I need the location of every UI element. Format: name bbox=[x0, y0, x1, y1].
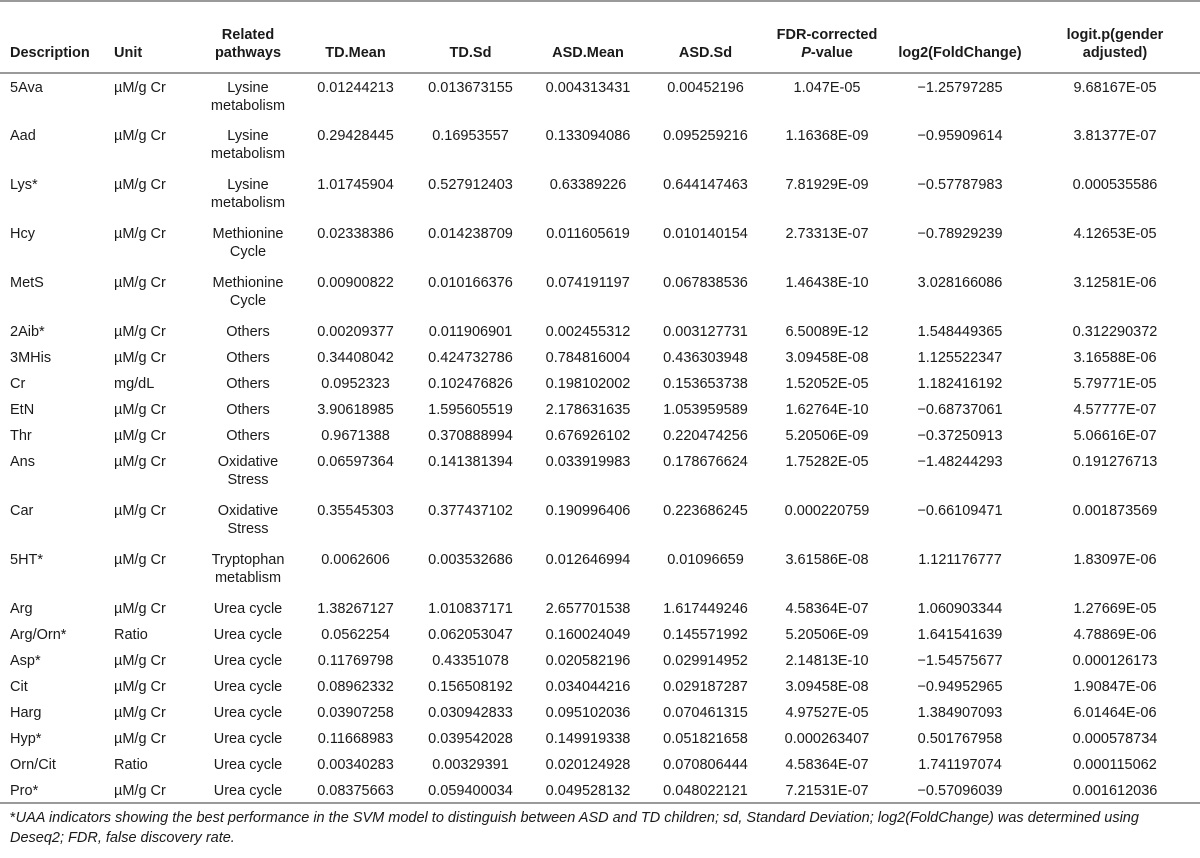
cell-fdr-pvalue: 4.58364E-07 bbox=[785, 757, 869, 773]
cell-unit: µM/g Cr bbox=[114, 679, 166, 695]
header-logit-p bbox=[1030, 1, 1200, 73]
cell-unit: mg/dL bbox=[114, 376, 155, 392]
cell-description: Arg/Orn* bbox=[10, 627, 67, 643]
cell-log2-foldchange: 1.384907093 bbox=[917, 705, 1003, 721]
cell-td-mean: 0.08962332 bbox=[317, 679, 394, 695]
cell-log2-foldchange: 0.501767958 bbox=[917, 731, 1003, 747]
cell-log2-foldchange: 1.125522347 bbox=[917, 350, 1003, 366]
cell-related-pathway bbox=[197, 73, 299, 122]
header-description: Description bbox=[10, 45, 90, 61]
cell-td-mean: 0.0062606 bbox=[321, 552, 390, 568]
cell-log2-foldchange: 3.028166086 bbox=[917, 275, 1003, 291]
cell-asd-sd: 0.051821658 bbox=[663, 731, 748, 747]
cell-asd-mean: 0.011605619 bbox=[546, 226, 630, 242]
cell-logit-p: 0.001612036 bbox=[1072, 783, 1158, 799]
cell-description: Aad bbox=[10, 128, 36, 144]
table-row bbox=[0, 448, 1200, 497]
pathway-line1: Others bbox=[226, 350, 270, 366]
cell-asd-mean: 0.676926102 bbox=[545, 428, 631, 444]
header-asd-mean: ASD.Mean bbox=[552, 45, 624, 61]
table-row bbox=[0, 725, 1200, 751]
cell-related-pathway bbox=[197, 673, 299, 699]
cell-asd-mean: 0.074191197 bbox=[546, 275, 630, 291]
cell-logit-p: 1.83097E-06 bbox=[1073, 552, 1157, 568]
pathway-line1: Urea cycle bbox=[213, 627, 283, 643]
table-footnote bbox=[10, 808, 1195, 848]
cell-log2-foldchange: −0.57096039 bbox=[917, 783, 1003, 799]
pathway-line2: Stress bbox=[227, 521, 269, 537]
table-row bbox=[0, 396, 1200, 422]
table-row bbox=[0, 220, 1200, 269]
cell-description: 3MHis bbox=[10, 350, 52, 366]
cell-description: Hyp* bbox=[10, 731, 42, 747]
cell-related-pathway bbox=[197, 751, 299, 777]
cell-description: Arg bbox=[10, 601, 33, 617]
pathway-line1: Others bbox=[226, 324, 270, 340]
cell-td-mean: 0.0952323 bbox=[321, 376, 390, 392]
table-row bbox=[0, 370, 1200, 396]
cell-logit-p: 3.16588E-06 bbox=[1073, 350, 1157, 366]
cell-asd-sd: 0.048022121 bbox=[663, 783, 748, 799]
pathway-line1: Urea cycle bbox=[213, 601, 283, 617]
pathway-line1: Urea cycle bbox=[213, 653, 283, 669]
header-row bbox=[0, 1, 1200, 73]
cell-logit-p: 0.000578734 bbox=[1072, 731, 1158, 747]
table-row bbox=[0, 777, 1200, 803]
cell-asd-sd: 0.003127731 bbox=[663, 324, 748, 340]
cell-fdr-pvalue: 1.75282E-05 bbox=[785, 454, 869, 470]
cell-td-mean: 0.9671388 bbox=[321, 428, 390, 444]
cell-td-mean: 0.00340283 bbox=[317, 757, 394, 773]
pathway-line2: metabolism bbox=[210, 146, 286, 162]
cell-unit: µM/g Cr bbox=[114, 402, 166, 418]
cell-td-mean: 0.03907258 bbox=[317, 705, 394, 721]
header-asd-sd: ASD.Sd bbox=[678, 45, 733, 61]
cell-unit: Ratio bbox=[114, 627, 148, 643]
header-related-pathways bbox=[197, 1, 299, 73]
cell-unit: µM/g Cr bbox=[114, 783, 166, 799]
header-logit-line2: adjusted) bbox=[1082, 45, 1148, 61]
table-row bbox=[0, 171, 1200, 220]
cell-related-pathway bbox=[197, 370, 299, 396]
cell-asd-sd: 0.070806444 bbox=[663, 757, 748, 773]
table-row bbox=[0, 699, 1200, 725]
cell-description: Hcy bbox=[10, 226, 35, 242]
table-row bbox=[0, 269, 1200, 318]
cell-td-mean: 0.0562254 bbox=[321, 627, 390, 643]
cell-fdr-pvalue: 0.000220759 bbox=[784, 503, 870, 519]
cell-asd-sd: 0.067838536 bbox=[663, 275, 748, 291]
cell-asd-mean: 0.63389226 bbox=[549, 177, 627, 193]
cell-td-mean: 0.08375663 bbox=[317, 783, 394, 799]
cell-description: Harg bbox=[10, 705, 42, 721]
cell-description: Thr bbox=[10, 428, 32, 444]
cell-asd-mean: 0.012646994 bbox=[545, 552, 631, 568]
cell-description: MetS bbox=[10, 275, 44, 291]
cell-logit-p: 0.000126173 bbox=[1072, 653, 1158, 669]
cell-asd-sd: 0.644147463 bbox=[663, 177, 748, 193]
cell-asd-mean: 0.033919983 bbox=[545, 454, 631, 470]
pathway-line1: Oxidative bbox=[217, 503, 279, 519]
cell-asd-mean: 0.049528132 bbox=[545, 783, 631, 799]
cell-related-pathway bbox=[197, 422, 299, 448]
table-row bbox=[0, 751, 1200, 777]
cell-unit: µM/g Cr bbox=[114, 275, 166, 291]
pathway-line1: Oxidative bbox=[217, 454, 279, 470]
cell-unit: µM/g Cr bbox=[114, 350, 166, 366]
cell-fdr-pvalue: 5.20506E-09 bbox=[785, 428, 869, 444]
cell-asd-mean: 0.190996406 bbox=[545, 503, 631, 519]
cell-unit: µM/g Cr bbox=[114, 601, 166, 617]
cell-td-sd: 0.424732786 bbox=[428, 350, 513, 366]
cell-asd-mean: 0.004313431 bbox=[545, 80, 631, 96]
pathway-line2: Cycle bbox=[229, 293, 267, 309]
cell-description: Lys* bbox=[10, 177, 38, 193]
cell-related-pathway bbox=[197, 269, 299, 318]
cell-td-sd: 0.16953557 bbox=[432, 128, 509, 144]
pathway-line2: metabolism bbox=[210, 98, 286, 114]
table-body bbox=[0, 73, 1200, 803]
pathway-line1: Urea cycle bbox=[213, 731, 283, 747]
cell-td-sd: 0.039542028 bbox=[428, 731, 513, 747]
cell-logit-p: 0.001873569 bbox=[1072, 503, 1158, 519]
cell-asd-mean: 0.020582196 bbox=[545, 653, 631, 669]
cell-unit: µM/g Cr bbox=[114, 705, 166, 721]
cell-log2-foldchange: −0.94952965 bbox=[917, 679, 1003, 695]
cell-description: Ans bbox=[10, 454, 35, 470]
cell-unit: µM/g Cr bbox=[114, 177, 166, 193]
cell-td-sd: 0.003532686 bbox=[428, 552, 513, 568]
cell-fdr-pvalue: 7.81929E-09 bbox=[785, 177, 869, 193]
cell-related-pathway bbox=[197, 171, 299, 220]
table-row bbox=[0, 422, 1200, 448]
header-related-pathways-line1: Related bbox=[221, 27, 275, 43]
cell-asd-sd: 0.00452196 bbox=[667, 80, 744, 96]
cell-logit-p: 1.27669E-05 bbox=[1073, 601, 1157, 617]
cell-logit-p: 4.78869E-06 bbox=[1073, 627, 1157, 643]
cell-log2-foldchange: −1.48244293 bbox=[917, 454, 1003, 470]
cell-td-mean: 0.34408042 bbox=[317, 350, 394, 366]
cell-asd-sd: 0.145571992 bbox=[663, 627, 748, 643]
cell-log2-foldchange: −0.78929239 bbox=[917, 226, 1003, 242]
cell-asd-sd: 0.220474256 bbox=[663, 428, 748, 444]
header-log2-foldchange: log2(FoldChange) bbox=[898, 45, 1022, 61]
cell-unit: µM/g Cr bbox=[114, 324, 166, 340]
cell-td-sd: 0.062053047 bbox=[428, 627, 513, 643]
pathway-line1: Lysine bbox=[227, 80, 269, 96]
cell-td-sd: 0.527912403 bbox=[428, 177, 513, 193]
cell-asd-sd: 0.029914952 bbox=[663, 653, 748, 669]
cell-asd-mean: 0.002455312 bbox=[545, 324, 631, 340]
cell-unit: Ratio bbox=[114, 757, 148, 773]
cell-fdr-pvalue: 2.73313E-07 bbox=[785, 226, 869, 242]
cell-asd-sd: 0.178676624 bbox=[663, 454, 748, 470]
cell-fdr-pvalue: 5.20506E-09 bbox=[785, 627, 869, 643]
cell-logit-p: 0.312290372 bbox=[1072, 324, 1158, 340]
cell-td-sd: 0.43351078 bbox=[432, 653, 509, 669]
cell-td-sd: 1.010837171 bbox=[428, 601, 513, 617]
cell-asd-mean: 0.149919338 bbox=[545, 731, 631, 747]
cell-td-sd: 0.014238709 bbox=[428, 226, 513, 242]
pathway-line1: Others bbox=[226, 402, 270, 418]
cell-description: EtN bbox=[10, 402, 35, 418]
cell-related-pathway bbox=[197, 647, 299, 673]
cell-fdr-pvalue: 2.14813E-10 bbox=[785, 653, 869, 669]
cell-log2-foldchange: −1.54575677 bbox=[917, 653, 1003, 669]
table-row bbox=[0, 673, 1200, 699]
pathway-line1: Methionine bbox=[212, 226, 284, 242]
cell-td-sd: 1.595605519 bbox=[428, 402, 513, 418]
cell-fdr-pvalue: 4.58364E-07 bbox=[785, 601, 869, 617]
cell-td-mean: 0.02338386 bbox=[317, 226, 394, 242]
cell-td-sd: 0.030942833 bbox=[428, 705, 513, 721]
cell-asd-mean: 0.133094086 bbox=[545, 128, 631, 144]
table-row bbox=[0, 497, 1200, 546]
cell-logit-p: 5.06616E-07 bbox=[1073, 428, 1157, 444]
cell-td-sd: 0.059400034 bbox=[428, 783, 513, 799]
cell-fdr-pvalue: 3.09458E-08 bbox=[785, 350, 869, 366]
header-td-sd: TD.Sd bbox=[449, 45, 492, 61]
header-td-mean: TD.Mean bbox=[325, 45, 386, 61]
cell-td-mean: 0.29428445 bbox=[317, 128, 394, 144]
cell-td-sd: 0.102476826 bbox=[428, 376, 513, 392]
table-row bbox=[0, 647, 1200, 673]
cell-log2-foldchange: −0.57787983 bbox=[917, 177, 1003, 193]
cell-td-mean: 0.00209377 bbox=[317, 324, 394, 340]
cell-fdr-pvalue: 4.97527E-05 bbox=[785, 705, 869, 721]
cell-fdr-pvalue: 6.50089E-12 bbox=[785, 324, 869, 340]
cell-log2-foldchange: 1.182416192 bbox=[917, 376, 1003, 392]
header-fdr-line1: FDR-corrected bbox=[776, 27, 878, 43]
cell-unit: µM/g Cr bbox=[114, 454, 166, 470]
cell-asd-mean: 2.657701538 bbox=[545, 601, 631, 617]
cell-asd-sd: 0.029187287 bbox=[663, 679, 748, 695]
cell-td-mean: 0.35545303 bbox=[317, 503, 394, 519]
cell-log2-foldchange: −0.68737061 bbox=[917, 402, 1003, 418]
cell-asd-sd: 0.223686245 bbox=[663, 503, 748, 519]
pathway-line2: metabolism bbox=[210, 195, 286, 211]
cell-related-pathway bbox=[197, 777, 299, 803]
cell-td-mean: 3.90618985 bbox=[317, 402, 394, 418]
cell-related-pathway bbox=[197, 725, 299, 751]
cell-description: 5Ava bbox=[10, 80, 43, 96]
table-row bbox=[0, 122, 1200, 171]
cell-td-mean: 0.11668983 bbox=[317, 731, 394, 747]
header-fdr-pvalue bbox=[764, 1, 890, 73]
cell-fdr-pvalue: 7.21531E-07 bbox=[785, 783, 869, 799]
cell-asd-mean: 0.784816004 bbox=[545, 350, 631, 366]
cell-log2-foldchange: 1.121176777 bbox=[918, 552, 1002, 568]
table-row bbox=[0, 344, 1200, 370]
table-row bbox=[0, 318, 1200, 344]
cell-description: Orn/Cit bbox=[10, 757, 56, 773]
cell-unit: µM/g Cr bbox=[114, 653, 166, 669]
cell-related-pathway bbox=[197, 122, 299, 171]
cell-td-mean: 1.38267127 bbox=[317, 601, 394, 617]
cell-fdr-pvalue: 1.52052E-05 bbox=[785, 376, 869, 392]
cell-unit: µM/g Cr bbox=[114, 226, 166, 242]
cell-description: Pro* bbox=[10, 783, 39, 799]
cell-unit: µM/g Cr bbox=[114, 731, 166, 747]
pathway-line2: Cycle bbox=[229, 244, 267, 260]
cell-asd-sd: 0.010140154 bbox=[663, 226, 748, 242]
pathway-line1: Others bbox=[226, 376, 270, 392]
cell-asd-mean: 0.020124928 bbox=[545, 757, 631, 773]
header-fdr-value: -value bbox=[810, 45, 853, 61]
cell-description: Cit bbox=[10, 679, 28, 695]
cell-td-mean: 0.01244213 bbox=[317, 80, 394, 96]
cell-logit-p: 9.68167E-05 bbox=[1073, 80, 1157, 96]
table-header bbox=[0, 1, 1200, 73]
cell-log2-foldchange: 1.741197074 bbox=[918, 757, 1002, 773]
pathway-line1: Urea cycle bbox=[213, 679, 283, 695]
cell-td-sd: 0.013673155 bbox=[428, 80, 513, 96]
table-row bbox=[0, 621, 1200, 647]
cell-related-pathway bbox=[197, 621, 299, 647]
cell-td-sd: 0.00329391 bbox=[432, 757, 509, 773]
cell-fdr-pvalue: 3.09458E-08 bbox=[785, 679, 869, 695]
cell-related-pathway bbox=[197, 497, 299, 546]
header-related-pathways-line2: pathways bbox=[214, 45, 282, 61]
cell-related-pathway bbox=[197, 595, 299, 621]
cell-asd-sd: 0.153653738 bbox=[663, 376, 748, 392]
cell-logit-p: 4.57777E-07 bbox=[1073, 402, 1157, 418]
cell-asd-mean: 0.160024049 bbox=[545, 627, 631, 643]
cell-logit-p: 0.191276713 bbox=[1072, 454, 1158, 470]
cell-description: 5HT* bbox=[10, 552, 44, 568]
cell-fdr-pvalue: 1.62764E-10 bbox=[785, 402, 869, 418]
cell-asd-sd: 0.01096659 bbox=[667, 552, 744, 568]
cell-asd-mean: 2.178631635 bbox=[545, 402, 631, 418]
cell-description: Asp* bbox=[10, 653, 41, 669]
cell-asd-mean: 0.095102036 bbox=[545, 705, 631, 721]
cell-asd-mean: 0.198102002 bbox=[545, 376, 631, 392]
cell-td-mean: 0.06597364 bbox=[317, 454, 394, 470]
header-fdr-line2 bbox=[764, 44, 890, 62]
cell-unit: µM/g Cr bbox=[114, 552, 166, 568]
cell-td-mean: 0.00900822 bbox=[317, 275, 394, 291]
cell-related-pathway bbox=[197, 448, 299, 497]
table-row bbox=[0, 546, 1200, 595]
cell-td-mean: 1.01745904 bbox=[317, 177, 394, 193]
pathway-line1: Lysine bbox=[227, 128, 269, 144]
header-unit: Unit bbox=[114, 45, 143, 61]
table-row bbox=[0, 73, 1200, 122]
cell-asd-sd: 0.095259216 bbox=[663, 128, 748, 144]
cell-unit: µM/g Cr bbox=[114, 428, 166, 444]
cell-logit-p: 3.81377E-07 bbox=[1073, 128, 1157, 144]
cell-asd-sd: 1.617449246 bbox=[663, 601, 748, 617]
cell-unit: µM/g Cr bbox=[114, 128, 166, 144]
table-row bbox=[0, 595, 1200, 621]
cell-fdr-pvalue: 3.61586E-08 bbox=[785, 552, 869, 568]
cell-td-mean: 0.11769798 bbox=[317, 653, 394, 669]
cell-td-sd: 0.010166376 bbox=[428, 275, 513, 291]
cell-asd-mean: 0.034044216 bbox=[545, 679, 631, 695]
cell-log2-foldchange: 1.060903344 bbox=[917, 601, 1003, 617]
cell-logit-p: 0.000535586 bbox=[1072, 177, 1158, 193]
pathway-line2: metablism bbox=[214, 570, 282, 586]
cell-td-sd: 0.156508192 bbox=[428, 679, 513, 695]
cell-description: Cr bbox=[10, 376, 26, 392]
footnote-star: * bbox=[10, 810, 16, 826]
cell-log2-foldchange: −0.66109471 bbox=[917, 503, 1003, 519]
cell-related-pathway bbox=[197, 546, 299, 595]
header-logit-line1: logit.p(gender bbox=[1066, 27, 1164, 43]
cell-log2-foldchange: −1.25797285 bbox=[917, 80, 1003, 96]
cell-td-sd: 0.011906901 bbox=[428, 324, 513, 340]
pathway-line1: Methionine bbox=[212, 275, 284, 291]
pathway-line1: Tryptophan bbox=[211, 552, 285, 568]
footnote-text: UAA indicators showing the best performance in the SVM model to distinguish between ASD and TD children; sd, Standard Deviation; log2(FoldChange) was determined using Deseq2; FDR, false discovery rate. bbox=[10, 810, 1139, 846]
cell-logit-p: 5.79771E-05 bbox=[1073, 376, 1157, 392]
cell-related-pathway bbox=[197, 396, 299, 422]
cell-related-pathway bbox=[197, 220, 299, 269]
cell-asd-sd: 1.053959589 bbox=[663, 402, 748, 418]
cell-td-sd: 0.141381394 bbox=[428, 454, 513, 470]
cell-asd-sd: 0.436303948 bbox=[663, 350, 748, 366]
cell-related-pathway bbox=[197, 318, 299, 344]
cell-description: Car bbox=[10, 503, 34, 519]
cell-unit: µM/g Cr bbox=[114, 80, 166, 96]
cell-description: 2Aib* bbox=[10, 324, 45, 340]
cell-logit-p: 0.000115062 bbox=[1073, 757, 1157, 773]
cell-related-pathway bbox=[197, 344, 299, 370]
cell-fdr-pvalue: 1.16368E-09 bbox=[785, 128, 869, 144]
pathway-line1: Urea cycle bbox=[213, 705, 283, 721]
cell-logit-p: 4.12653E-05 bbox=[1073, 226, 1157, 242]
cell-unit: µM/g Cr bbox=[114, 503, 166, 519]
cell-fdr-pvalue: 1.047E-05 bbox=[793, 80, 861, 96]
pathway-line1: Others bbox=[226, 428, 270, 444]
header-fdr-p: P bbox=[801, 45, 811, 61]
cell-fdr-pvalue: 1.46438E-10 bbox=[785, 275, 869, 291]
cell-logit-p: 6.01464E-06 bbox=[1073, 705, 1157, 721]
cell-asd-sd: 0.070461315 bbox=[663, 705, 748, 721]
cell-td-sd: 0.377437102 bbox=[428, 503, 513, 519]
cell-logit-p: 3.12581E-06 bbox=[1073, 275, 1157, 291]
cell-log2-foldchange: −0.37250913 bbox=[917, 428, 1003, 444]
cell-fdr-pvalue: 0.000263407 bbox=[784, 731, 870, 747]
cell-logit-p: 1.90847E-06 bbox=[1073, 679, 1157, 695]
pathway-line1: Lysine bbox=[227, 177, 269, 193]
pathway-line1: Urea cycle bbox=[213, 783, 283, 799]
pathway-line1: Urea cycle bbox=[213, 757, 283, 773]
cell-log2-foldchange: 1.641541639 bbox=[917, 627, 1003, 643]
cell-td-sd: 0.370888994 bbox=[428, 428, 513, 444]
cell-log2-foldchange: −0.95909614 bbox=[917, 128, 1003, 144]
cell-log2-foldchange: 1.548449365 bbox=[917, 324, 1003, 340]
cell-related-pathway bbox=[197, 699, 299, 725]
pathway-line2: Stress bbox=[227, 472, 269, 488]
